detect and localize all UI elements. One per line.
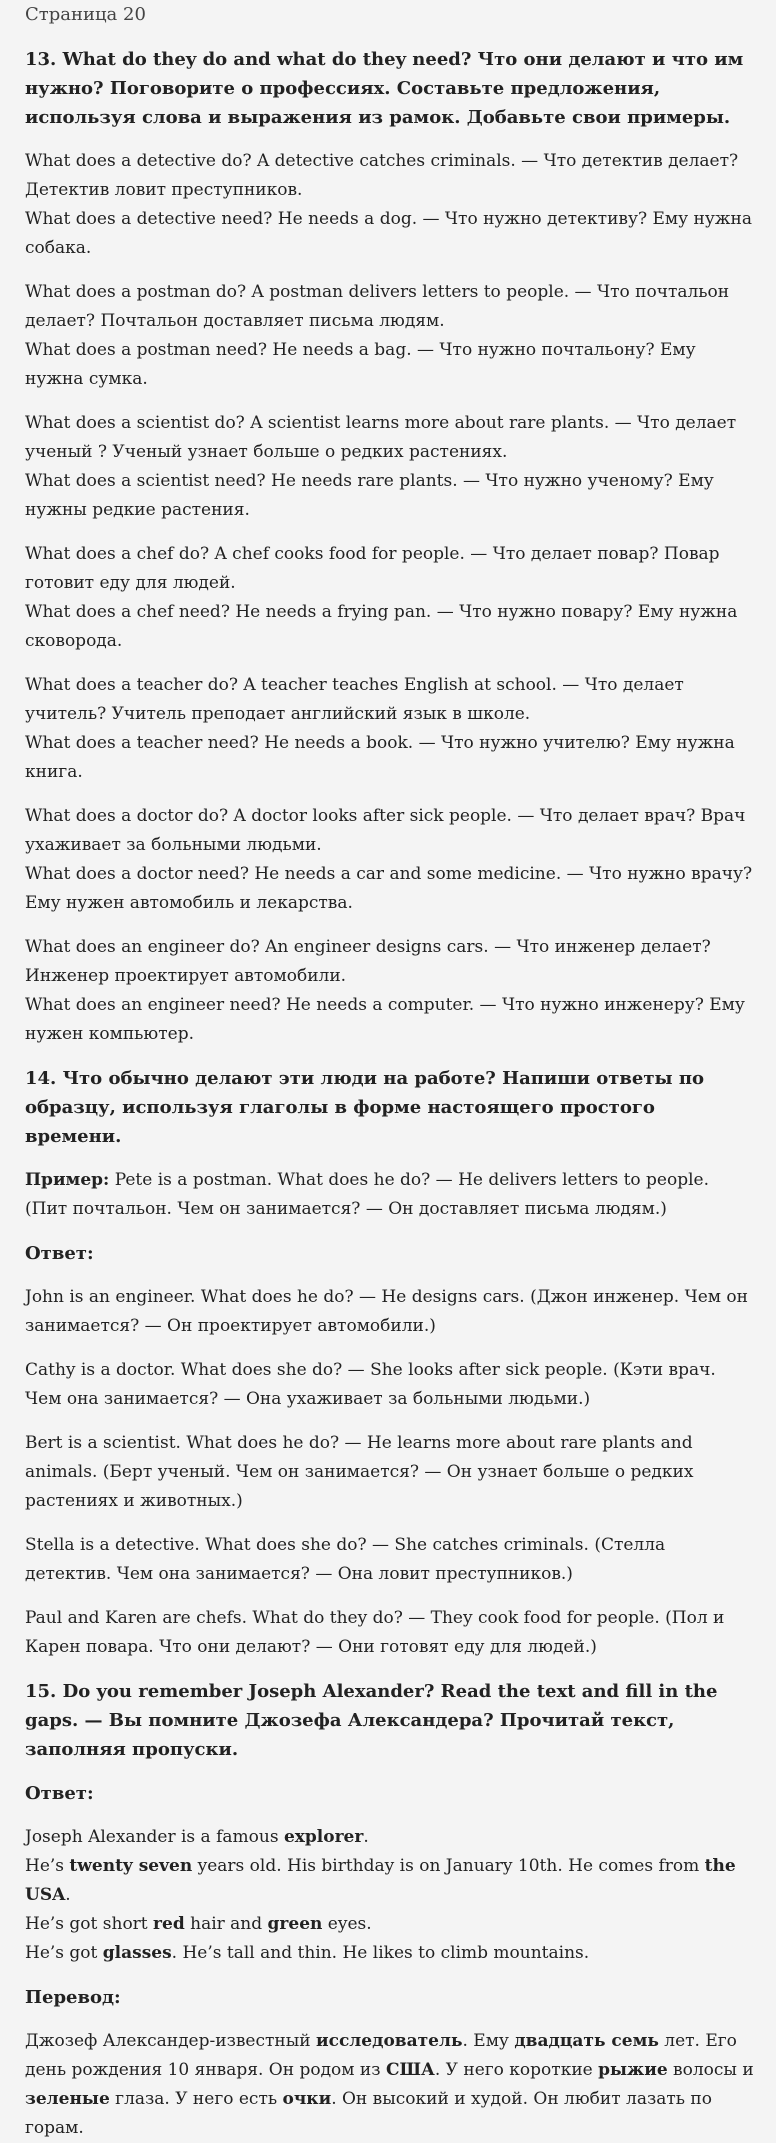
exercise-13-item (25, 540, 754, 656)
answer-line: He’s got glasses. He’s tall and thin. He likes to climb mountains. (25, 1943, 590, 1963)
item-line: What does a scientist do? A scientist learns more about rare plants. — Что делает ученый ? Ученый узнает больше о редких растениях. (25, 413, 737, 462)
item-line: What does a detective need? He needs a dog. — Что нужно детективу? Ему нужна собака. (25, 209, 752, 258)
translated-gap: США (385, 2060, 435, 2080)
exercise-13-items (25, 147, 754, 1049)
item-line: What does a doctor need? He needs a car and some medicine. — Что нужно врачу? Ему нужен автомобиль и лекарства. (25, 864, 753, 913)
exercise-15-translation-label: Перевод: (25, 1987, 121, 2008)
item-line: What does an engineer need? He needs a computer. — Что нужно инженеру? Ему нужен компьютер. (25, 995, 745, 1044)
item-line: What does a chef do? A chef cooks food for people. — Что делает повар? Повар готовит еду для людей. (25, 544, 720, 593)
translated-gap: зеленые (25, 2089, 110, 2109)
item-line: What does a postman need? He needs a bag. — Что нужно почтальону? Ему нужна сумка. (25, 340, 696, 389)
exercise-15-answer-text (25, 1823, 754, 1968)
exercise-13-item (25, 278, 754, 394)
answer-line: He’s twenty seven years old. His birthday is on January 10th. He comes from the USA. (25, 1856, 736, 1905)
filled-gap: twenty seven (69, 1856, 193, 1876)
exercise-15-translation-text: Джозеф Александер-известный исследователь. Ему двадцать семь лет. Его день рождения 10 января. Он родом из США. У него короткие рыжие волосы и зеленые глаза. У него есть очки. Он высокий и худой. Он любит лазать по горам. (25, 2031, 754, 2138)
exercise-13-item (25, 147, 754, 263)
exercise-14-answer: John is an engineer. What does he do? — He designs cars. (Джон инженер. Чем он занимается? — Он проектирует автомобили.) (25, 1287, 748, 1336)
exercise-13-heading: 13. What do they do and what do they need? Что они делают и что им нужно? Поговорите о профессиях. Составьте предложения, используя слова и выражения из рамок. Добавьте свои примеры. (25, 49, 744, 128)
filled-gap: glasses (102, 1943, 172, 1963)
exercise-14-example (25, 1166, 754, 1224)
exercise-13-item (25, 933, 754, 1049)
filled-gap: green (267, 1914, 323, 1934)
exercise-14-answer: Stella is a detective. What does she do? — She catches criminals. (Стелла детектив. Чем она занимается? — Она ловит преступников.) (25, 1535, 666, 1584)
translated-gap: очки (282, 2089, 332, 2109)
exercise-14-answer: Cathy is a doctor. What does she do? — She looks after sick people. (Кэти врач. Чем она занимается? — Она ухаживает за больными людьми.) (25, 1360, 716, 1409)
exercise-13-item (25, 802, 754, 918)
translated-gap: исследователь (316, 2031, 463, 2051)
exercise-14-answer: Bert is a scientist. What does he do? — He learns more about rare plants and animals. (Берт ученый. Чем он занимается? — Он узнает больше о редких растениях и животных.) (25, 1433, 694, 1511)
item-line: What does an engineer do? An engineer designs cars. — Что инженер делает? Инженер проектирует автомобили. (25, 937, 711, 986)
item-line: What does a doctor do? A doctor looks after sick people. — Что делает врач? Врач ухаживает за больными людьми. (25, 806, 746, 855)
item-line: What does a scientist need? He needs rare plants. — Что нужно ученому? Ему нужны редкие растения. (25, 471, 714, 520)
page-number-label: Страница 20 (25, 4, 146, 25)
example-label: Пример: (25, 1170, 110, 1190)
exercise-14-heading: 14. Что обычно делают эти люди на работе? Напиши ответы по образцу, используя глаголы в форме настоящего простого времени. (25, 1068, 704, 1147)
item-line: What does a chef need? He needs a frying pan. — Что нужно повару? Ему нужна сковорода. (25, 602, 738, 651)
item-line: What does a teacher do? A teacher teaches English at school. — Что делает учитель? Учитель преподает английский язык в школе. (25, 675, 684, 724)
answer-line: He’s got short red hair and green eyes. (25, 1914, 372, 1934)
item-line: What does a postman do? A postman delivers letters to people. — Что почтальон делает? Почтальон доставляет письма людям. (25, 282, 730, 331)
filled-gap: the USA (25, 1856, 736, 1905)
exercise-13-item (25, 671, 754, 787)
item-line: What does a teacher need? He needs a book. — Что нужно учителю? Ему нужна книга. (25, 733, 735, 782)
filled-gap: red (153, 1914, 185, 1934)
exercise-15-heading: 15. Do you remember Joseph Alexander? Read the text and fill in the gaps. — Вы помните Джозефа Александера? Прочитай текст, заполняя пропуски. (25, 1681, 718, 1760)
exercise-14-answer: Paul and Karen are chefs. What do they do? — They cook food for people. (Пол и Карен повара. Что они делают? — Они готовят еду для людей.) (25, 1608, 725, 1657)
exercise-13-item (25, 409, 754, 525)
example-text: Pete is a postman. What does he do? — He delivers letters to people. (Пит почтальон. Чем он занимается? — Он доставляет письма людям.) (25, 1170, 710, 1219)
answer-line: Joseph Alexander is a famous explorer. (25, 1827, 369, 1847)
exercise-14-answer-label: Ответ: (25, 1243, 94, 1264)
translated-gap: двадцать семь (514, 2031, 659, 2051)
item-line: What does a detective do? A detective catches criminals. — Что детектив делает? Детектив ловит преступников. (25, 151, 739, 200)
translated-gap: рыжие (598, 2060, 668, 2080)
exercise-15-answer-label: Ответ: (25, 1783, 94, 1804)
filled-gap: explorer (283, 1827, 364, 1847)
